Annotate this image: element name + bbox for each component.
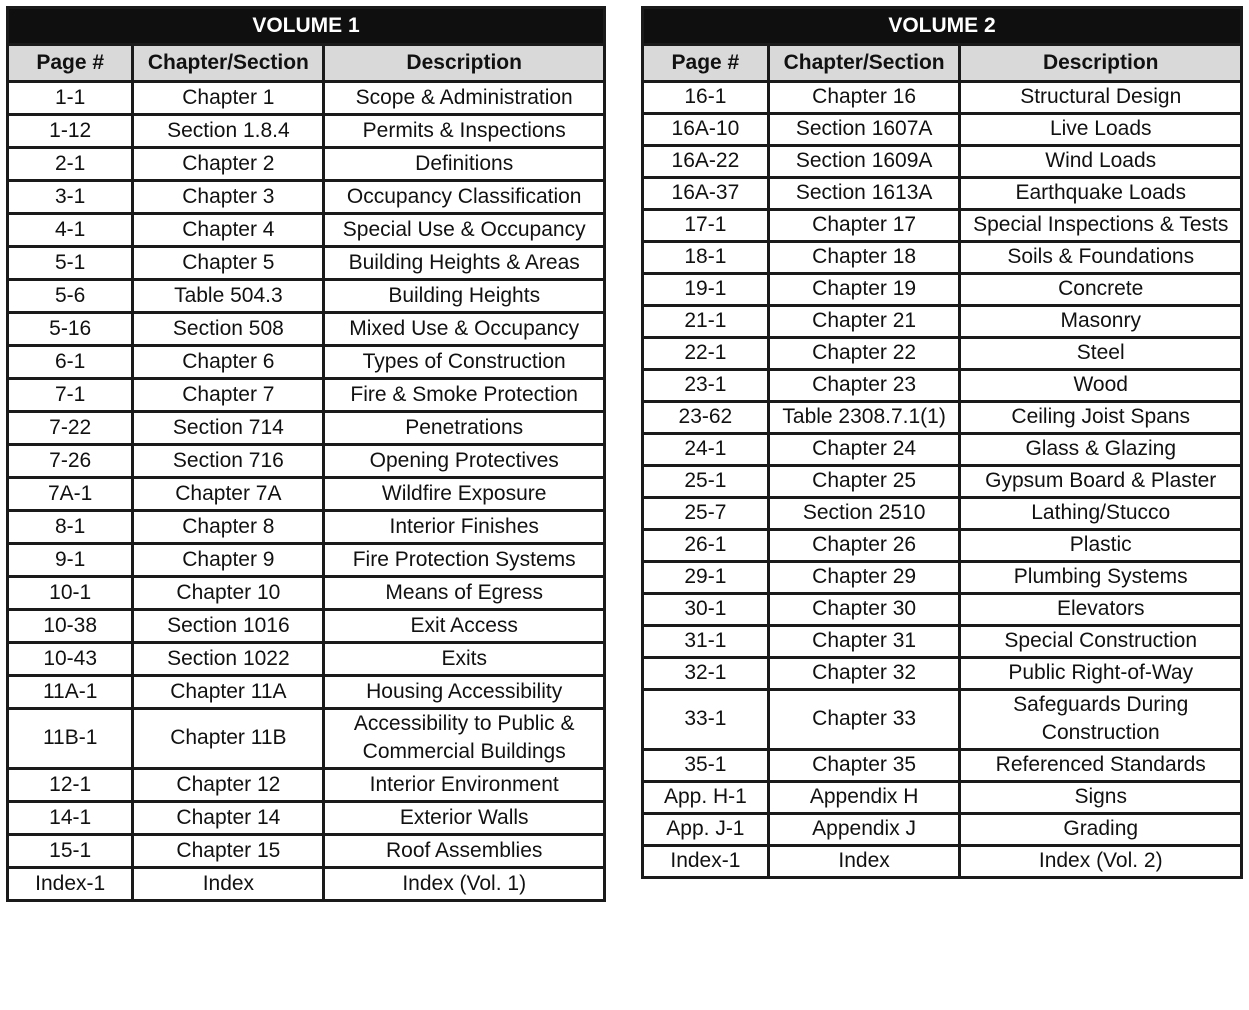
header-description: Description	[960, 45, 1242, 82]
chapter-section-cell: Chapter 11B	[133, 709, 324, 769]
page-number-cell: 1-12	[8, 115, 133, 148]
description-cell: Soils & Foundations	[960, 242, 1242, 274]
chapter-section-cell: Chapter 7	[133, 379, 324, 412]
page-number-cell: Index-1	[643, 845, 769, 877]
table-row	[643, 658, 1242, 690]
table-row	[8, 577, 605, 610]
chapter-section-cell: Section 714	[133, 412, 324, 445]
page-number-cell: 2-1	[8, 148, 133, 181]
page-number-cell: 31-1	[643, 626, 769, 658]
page-number-cell: 26-1	[643, 530, 769, 562]
volume-1-title: VOLUME 1	[8, 8, 605, 45]
chapter-section-cell: Chapter 10	[133, 577, 324, 610]
chapter-section-cell: Index	[768, 845, 960, 877]
page-number-cell: 30-1	[643, 594, 769, 626]
table-row	[643, 626, 1242, 658]
description-cell: Plumbing Systems	[960, 562, 1242, 594]
page-number-cell: 15-1	[8, 834, 133, 867]
description-cell: Index (Vol. 2)	[960, 845, 1242, 877]
description-cell: Definitions	[324, 148, 605, 181]
table-row	[643, 530, 1242, 562]
description-cell: Concrete	[960, 274, 1242, 306]
page-number-cell: 5-1	[8, 247, 133, 280]
chapter-section-cell: Section 1609A	[768, 146, 960, 178]
description-cell: Accessibility to Public & Commercial Buildings	[324, 709, 605, 769]
chapter-section-cell: Section 1613A	[768, 178, 960, 210]
table-row	[643, 178, 1242, 210]
table-row	[8, 181, 605, 214]
description-cell: Special Use & Occupancy	[324, 214, 605, 247]
chapter-section-cell: Chapter 2	[133, 148, 324, 181]
description-cell: Housing Accessibility	[324, 676, 605, 709]
description-cell: Ceiling Joist Spans	[960, 402, 1242, 434]
description-cell: Scope & Administration	[324, 82, 605, 115]
page-number-cell: 21-1	[643, 306, 769, 338]
page-number-cell: 14-1	[8, 801, 133, 834]
page-number-cell: 11A-1	[8, 676, 133, 709]
table-row	[643, 82, 1242, 114]
table-row	[643, 114, 1242, 146]
chapter-section-cell: Chapter 33	[768, 690, 960, 750]
description-cell: Earthquake Loads	[960, 178, 1242, 210]
description-cell: Types of Construction	[324, 346, 605, 379]
chapter-section-cell: Chapter 32	[768, 658, 960, 690]
chapter-section-cell: Chapter 5	[133, 247, 324, 280]
chapter-section-cell: Chapter 24	[768, 434, 960, 466]
page-number-cell: 33-1	[643, 690, 769, 750]
table-row	[8, 768, 605, 801]
description-cell: Mixed Use & Occupancy	[324, 313, 605, 346]
description-cell: Penetrations	[324, 412, 605, 445]
page-number-cell: 35-1	[643, 749, 769, 781]
description-cell: Fire & Smoke Protection	[324, 379, 605, 412]
chapter-section-cell: Chapter 18	[768, 242, 960, 274]
volume-2-table	[641, 6, 1243, 879]
table-row	[8, 709, 605, 769]
table-row	[8, 280, 605, 313]
page-number-cell: 19-1	[643, 274, 769, 306]
chapter-section-cell: Section 1.8.4	[133, 115, 324, 148]
description-cell: Index (Vol. 1)	[324, 867, 605, 900]
header-description: Description	[324, 45, 605, 82]
header-chapter-section: Chapter/Section	[768, 45, 960, 82]
description-cell: Structural Design	[960, 82, 1242, 114]
table-row	[8, 801, 605, 834]
chapter-section-cell: Chapter 21	[768, 306, 960, 338]
description-cell: Building Heights & Areas	[324, 247, 605, 280]
description-cell: Gypsum Board & Plaster	[960, 466, 1242, 498]
chapter-section-cell: Section 1022	[133, 643, 324, 676]
page-number-cell: 7-22	[8, 412, 133, 445]
page-number-cell: 16A-37	[643, 178, 769, 210]
description-cell: Safeguards During Construction	[960, 690, 1242, 750]
table-row	[8, 544, 605, 577]
chapter-section-cell: Chapter 4	[133, 214, 324, 247]
table-row	[8, 214, 605, 247]
table-row	[8, 445, 605, 478]
chapter-section-cell: Chapter 3	[133, 181, 324, 214]
table-row	[643, 594, 1242, 626]
chapter-section-cell: Chapter 11A	[133, 676, 324, 709]
page-number-cell: 17-1	[643, 210, 769, 242]
page-number-cell: 16A-22	[643, 146, 769, 178]
description-cell: Signs	[960, 781, 1242, 813]
description-cell: Wildfire Exposure	[324, 478, 605, 511]
page-number-cell: 9-1	[8, 544, 133, 577]
page-number-cell: 24-1	[643, 434, 769, 466]
table-row	[643, 466, 1242, 498]
chapter-section-cell: Chapter 29	[768, 562, 960, 594]
chapter-section-cell: Section 508	[133, 313, 324, 346]
chapter-section-cell: Chapter 9	[133, 544, 324, 577]
chapter-section-cell: Section 1016	[133, 610, 324, 643]
description-cell: Building Heights	[324, 280, 605, 313]
table-row	[8, 82, 605, 115]
chapter-section-cell: Chapter 8	[133, 511, 324, 544]
description-cell: Interior Finishes	[324, 511, 605, 544]
table-row	[8, 313, 605, 346]
chapter-section-cell: Chapter 23	[768, 370, 960, 402]
description-cell: Steel	[960, 338, 1242, 370]
description-cell: Wind Loads	[960, 146, 1242, 178]
page-number-cell: 23-62	[643, 402, 769, 434]
description-cell: Elevators	[960, 594, 1242, 626]
page-number-cell: 25-7	[643, 498, 769, 530]
page-number-cell: 10-38	[8, 610, 133, 643]
chapter-section-cell: Chapter 6	[133, 346, 324, 379]
table-row	[643, 498, 1242, 530]
table-row	[643, 781, 1242, 813]
chapter-section-cell: Section 716	[133, 445, 324, 478]
header-page: Page #	[643, 45, 769, 82]
chapter-section-cell: Appendix J	[768, 813, 960, 845]
page-number-cell: 18-1	[643, 242, 769, 274]
table-row	[643, 845, 1242, 877]
description-cell: Means of Egress	[324, 577, 605, 610]
chapter-section-cell: Chapter 1	[133, 82, 324, 115]
table-row	[8, 148, 605, 181]
page-number-cell: 10-43	[8, 643, 133, 676]
description-cell: Exterior Walls	[324, 801, 605, 834]
page-number-cell: 7A-1	[8, 478, 133, 511]
volume-1-rows	[8, 82, 605, 901]
chapter-section-cell: Chapter 35	[768, 749, 960, 781]
page-number-cell: 7-1	[8, 379, 133, 412]
description-cell: Roof Assemblies	[324, 834, 605, 867]
page-number-cell: App. H-1	[643, 781, 769, 813]
chapter-section-cell: Chapter 15	[133, 834, 324, 867]
chapter-section-cell: Chapter 7A	[133, 478, 324, 511]
page-number-cell: App. J-1	[643, 813, 769, 845]
chapter-section-cell: Chapter 30	[768, 594, 960, 626]
table-row	[8, 412, 605, 445]
table-row	[8, 511, 605, 544]
volume-2-title: VOLUME 2	[643, 8, 1242, 45]
description-cell: Masonry	[960, 306, 1242, 338]
page-number-cell: 3-1	[8, 181, 133, 214]
description-cell: Referenced Standards	[960, 749, 1242, 781]
table-row	[643, 242, 1242, 274]
chapter-section-cell: Chapter 26	[768, 530, 960, 562]
description-cell: Plastic	[960, 530, 1242, 562]
description-cell: Lathing/Stucco	[960, 498, 1242, 530]
page-number-cell: 16-1	[643, 82, 769, 114]
page-number-cell: 32-1	[643, 658, 769, 690]
table-row	[8, 346, 605, 379]
table-row	[643, 813, 1242, 845]
table-row	[8, 867, 605, 900]
volume-2-rows	[643, 82, 1242, 878]
chapter-section-cell: Section 1607A	[768, 114, 960, 146]
page-number-cell: 16A-10	[643, 114, 769, 146]
chapter-section-cell: Index	[133, 867, 324, 900]
description-cell: Exits	[324, 643, 605, 676]
page-number-cell: 5-16	[8, 313, 133, 346]
table-row	[643, 402, 1242, 434]
chapter-section-cell: Chapter 25	[768, 466, 960, 498]
page-number-cell: 4-1	[8, 214, 133, 247]
chapter-section-cell: Chapter 31	[768, 626, 960, 658]
page-number-cell: 11B-1	[8, 709, 133, 769]
table-row	[643, 690, 1242, 750]
chapter-section-cell: Chapter 19	[768, 274, 960, 306]
table-row	[8, 115, 605, 148]
description-cell: Glass & Glazing	[960, 434, 1242, 466]
table-row	[8, 643, 605, 676]
description-cell: Fire Protection Systems	[324, 544, 605, 577]
page-number-cell: 12-1	[8, 768, 133, 801]
table-row	[643, 306, 1242, 338]
table-row	[8, 247, 605, 280]
page-number-cell: 10-1	[8, 577, 133, 610]
chapter-section-cell: Table 504.3	[133, 280, 324, 313]
page-number-cell: 5-6	[8, 280, 133, 313]
chapter-section-cell: Appendix H	[768, 781, 960, 813]
description-cell: Public Right-of-Way	[960, 658, 1242, 690]
table-row	[643, 434, 1242, 466]
chapter-section-cell: Section 2510	[768, 498, 960, 530]
chapter-section-cell: Table 2308.7.1(1)	[768, 402, 960, 434]
table-row	[643, 274, 1242, 306]
description-cell: Wood	[960, 370, 1242, 402]
table-row	[643, 338, 1242, 370]
volume-1-table	[6, 6, 606, 902]
table-row	[643, 749, 1242, 781]
page-number-cell: 25-1	[643, 466, 769, 498]
description-cell: Opening Protectives	[324, 445, 605, 478]
table-row	[8, 478, 605, 511]
chapter-section-cell: Chapter 17	[768, 210, 960, 242]
table-row	[643, 146, 1242, 178]
chapter-section-cell: Chapter 16	[768, 82, 960, 114]
table-row	[8, 676, 605, 709]
page-number-cell: 22-1	[643, 338, 769, 370]
description-cell: Permits & Inspections	[324, 115, 605, 148]
chapter-section-cell: Chapter 12	[133, 768, 324, 801]
header-page: Page #	[8, 45, 133, 82]
table-row	[643, 370, 1242, 402]
table-row	[8, 610, 605, 643]
description-cell: Interior Environment	[324, 768, 605, 801]
page-number-cell: 6-1	[8, 346, 133, 379]
table-row	[8, 834, 605, 867]
page-number-cell: 1-1	[8, 82, 133, 115]
description-cell: Occupancy Classification	[324, 181, 605, 214]
description-cell: Special Inspections & Tests	[960, 210, 1242, 242]
page-number-cell: Index-1	[8, 867, 133, 900]
header-chapter-section: Chapter/Section	[133, 45, 324, 82]
table-row	[8, 379, 605, 412]
table-row	[643, 562, 1242, 594]
description-cell: Grading	[960, 813, 1242, 845]
page-number-cell: 23-1	[643, 370, 769, 402]
description-cell: Live Loads	[960, 114, 1242, 146]
chapter-section-cell: Chapter 14	[133, 801, 324, 834]
table-row	[643, 210, 1242, 242]
page-number-cell: 29-1	[643, 562, 769, 594]
chapter-section-cell: Chapter 22	[768, 338, 960, 370]
page-number-cell: 7-26	[8, 445, 133, 478]
page-number-cell: 8-1	[8, 511, 133, 544]
description-cell: Exit Access	[324, 610, 605, 643]
description-cell: Special Construction	[960, 626, 1242, 658]
